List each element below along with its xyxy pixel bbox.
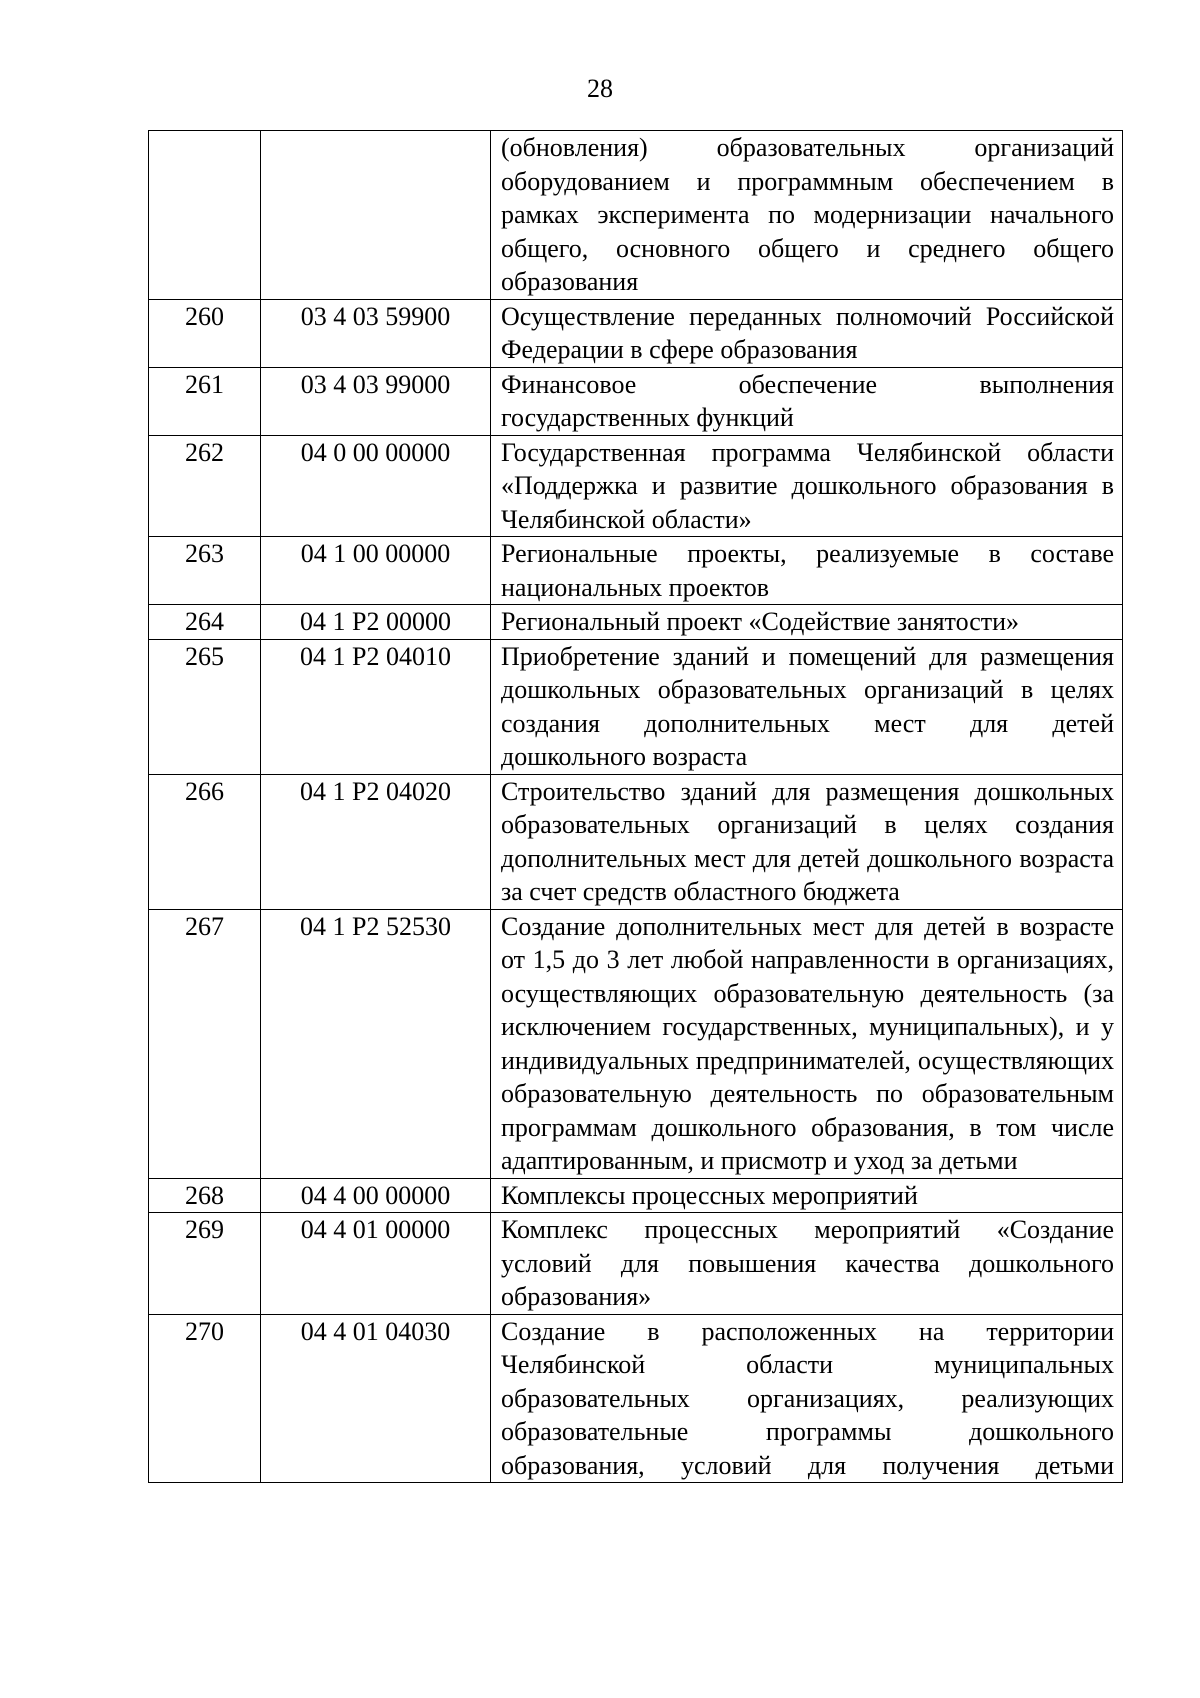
row-description: Комплекс процессных мероприятий «Создание условий для повышения качества дошкольного образования» (491, 1213, 1123, 1315)
row-description: Региональные проекты, реализуемые в составе национальных проектов (491, 537, 1123, 605)
budget-codes-table (148, 130, 1123, 1483)
row-number: 266 (149, 774, 261, 909)
table-row (149, 299, 1123, 367)
classification-code: 04 1 P2 04010 (261, 639, 491, 774)
classification-code: 04 4 01 00000 (261, 1213, 491, 1315)
row-description: (обновления) образовательных организаций оборудованием и программным обеспечением в рамках эксперимента по модернизации начального общего, основного общего и среднего общего образования (491, 131, 1123, 300)
table-row (149, 605, 1123, 640)
row-number: 262 (149, 435, 261, 537)
row-description: Государственная программа Челябинской области «Поддержка и развитие дошкольного образования в Челябинской области» (491, 435, 1123, 537)
table-row (149, 639, 1123, 774)
row-description: Строительство зданий для размещения дошкольных образовательных организаций в целях создания дополнительных мест для детей дошкольного возраста за счет средств областного бюджета (491, 774, 1123, 909)
row-description: Приобретение зданий и помещений для размещения дошкольных образовательных организаций в целях создания дополнительных мест для детей дошкольного возраста (491, 639, 1123, 774)
classification-code: 04 4 00 00000 (261, 1178, 491, 1213)
row-description: Финансовое обеспечение выполнения государственных функций (491, 367, 1123, 435)
row-number: 265 (149, 639, 261, 774)
row-number: 261 (149, 367, 261, 435)
classification-code: 04 1 P2 04020 (261, 774, 491, 909)
classification-code: 04 1 P2 52530 (261, 909, 491, 1178)
table-row (149, 909, 1123, 1178)
row-description: Создание дополнительных мест для детей в возрасте от 1,5 до 3 лет любой направленности в организациях, осуществляющих образовательную деятельность (за исключением государственных, муниципальных), и у индивидуальных предпринимателей, осуществляющих образовательную деятельность по образовательным программам дошкольного образования, в том числе адаптированным, и присмотр и уход за детьми (491, 909, 1123, 1178)
row-number: 267 (149, 909, 261, 1178)
classification-code: 04 0 00 00000 (261, 435, 491, 537)
classification-code: 04 1 00 00000 (261, 537, 491, 605)
table-row (149, 537, 1123, 605)
row-description: Осуществление переданных полномочий Российской Федерации в сфере образования (491, 299, 1123, 367)
row-number: 260 (149, 299, 261, 367)
row-number: 264 (149, 605, 261, 640)
row-description: Создание в расположенных на территории Челябинской области муниципальных образовательных организациях, реализующих образовательные программы дошкольного образования, условий для получения детьми (491, 1314, 1123, 1483)
table-row (149, 435, 1123, 537)
row-number (149, 131, 261, 300)
row-number: 270 (149, 1314, 261, 1483)
row-number: 268 (149, 1178, 261, 1213)
classification-code: 04 1 P2 00000 (261, 605, 491, 640)
table-row (149, 1178, 1123, 1213)
table-row (149, 774, 1123, 909)
classification-code (261, 131, 491, 300)
classification-code: 04 4 01 04030 (261, 1314, 491, 1483)
classification-code: 03 4 03 59900 (261, 299, 491, 367)
classification-code: 03 4 03 99000 (261, 367, 491, 435)
table-row (149, 1213, 1123, 1315)
table-row (149, 131, 1123, 300)
row-number: 263 (149, 537, 261, 605)
row-description: Комплексы процессных мероприятий (491, 1178, 1123, 1213)
table-row (149, 1314, 1123, 1483)
table-row (149, 367, 1123, 435)
page-number: 28 (587, 74, 613, 103)
row-number: 269 (149, 1213, 261, 1315)
row-description: Региональный проект «Содействие занятости» (491, 605, 1123, 640)
